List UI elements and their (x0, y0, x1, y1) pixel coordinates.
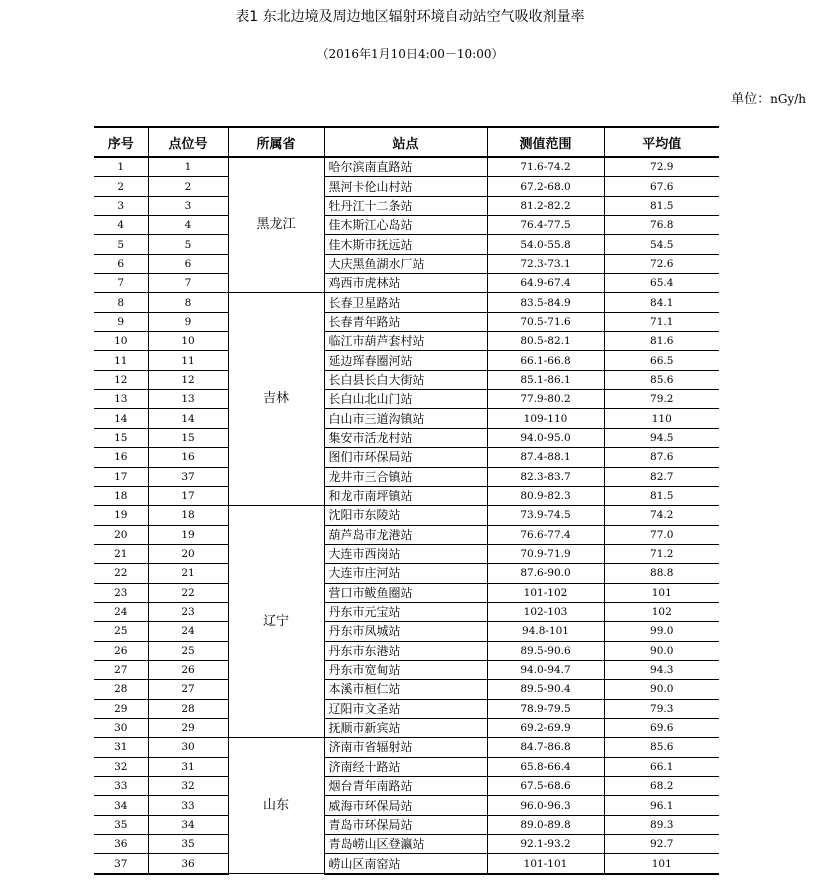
table-row (94, 699, 719, 718)
average-cell: 71.2 (604, 544, 719, 563)
seq-cell: 21 (94, 544, 148, 563)
station-cell: 营口市鲅鱼圈站 (324, 583, 487, 602)
table-row (94, 544, 719, 563)
average-cell: 89.3 (604, 815, 719, 834)
header-average: 平均值 (604, 127, 719, 157)
point-cell: 27 (148, 680, 228, 699)
radiation-data-table (94, 126, 719, 875)
range-cell: 84.7-86.8 (487, 738, 604, 757)
table-row (94, 293, 719, 312)
table-row (94, 351, 719, 370)
station-cell: 抚顺市新宾站 (324, 718, 487, 737)
seq-cell: 28 (94, 680, 148, 699)
average-cell: 110 (604, 409, 719, 428)
range-cell: 71.6-74.2 (487, 157, 604, 177)
station-cell: 青岛市环保局站 (324, 815, 487, 834)
seq-cell: 30 (94, 718, 148, 737)
point-cell: 30 (148, 738, 228, 757)
table-row (94, 641, 719, 660)
point-cell: 4 (148, 216, 228, 235)
point-cell: 15 (148, 428, 228, 447)
average-cell: 90.0 (604, 680, 719, 699)
seq-cell: 24 (94, 602, 148, 621)
range-cell: 102-103 (487, 602, 604, 621)
table-row (94, 738, 719, 757)
point-cell: 10 (148, 332, 228, 351)
station-cell: 青岛崂山区登瀛站 (324, 835, 487, 854)
table-row (94, 467, 719, 486)
station-cell: 济南经十路站 (324, 757, 487, 776)
range-cell: 94.8-101 (487, 622, 604, 641)
station-cell: 集安市活龙村站 (324, 428, 487, 447)
table-row (94, 274, 719, 293)
seq-cell: 26 (94, 641, 148, 660)
point-cell: 28 (148, 699, 228, 718)
table-row (94, 506, 719, 525)
average-cell: 85.6 (604, 738, 719, 757)
point-cell: 33 (148, 796, 228, 815)
average-cell: 90.0 (604, 641, 719, 660)
table-row (94, 583, 719, 602)
province-cell: 辽宁 (228, 506, 324, 738)
average-cell: 54.5 (604, 235, 719, 254)
range-cell: 76.6-77.4 (487, 525, 604, 544)
range-cell: 66.1-66.8 (487, 351, 604, 370)
range-cell: 94.0-95.0 (487, 428, 604, 447)
seq-cell: 3 (94, 196, 148, 215)
average-cell: 88.8 (604, 564, 719, 583)
point-cell: 6 (148, 254, 228, 273)
province-cell: 黑龙江 (228, 157, 324, 293)
seq-cell: 1 (94, 157, 148, 177)
header-station: 站点 (324, 127, 487, 157)
seq-cell: 15 (94, 428, 148, 447)
table-row (94, 428, 719, 447)
range-cell: 85.1-86.1 (487, 370, 604, 389)
average-cell: 94.5 (604, 428, 719, 447)
station-cell: 本溪市桓仁站 (324, 680, 487, 699)
average-cell: 102 (604, 602, 719, 621)
station-cell: 丹东市东港站 (324, 641, 487, 660)
seq-cell: 13 (94, 390, 148, 409)
table-row (94, 448, 719, 467)
range-cell: 76.4-77.5 (487, 216, 604, 235)
unit-prefix: 单位： (731, 92, 771, 107)
range-cell: 65.8-66.4 (487, 757, 604, 776)
point-cell: 22 (148, 583, 228, 602)
seq-cell: 20 (94, 525, 148, 544)
average-cell: 67.6 (604, 177, 719, 196)
station-cell: 龙井市三合镇站 (324, 467, 487, 486)
unit-value: nGy/h (770, 92, 806, 106)
station-cell: 白山市三道沟镇站 (324, 409, 487, 428)
point-cell: 21 (148, 564, 228, 583)
average-cell: 81.5 (604, 486, 719, 505)
seq-cell: 27 (94, 660, 148, 679)
seq-cell: 12 (94, 370, 148, 389)
range-cell: 101-102 (487, 583, 604, 602)
range-cell: 80.5-82.1 (487, 332, 604, 351)
range-cell: 94.0-94.7 (487, 660, 604, 679)
station-cell: 佳木斯市抚远站 (324, 235, 487, 254)
seq-cell: 16 (94, 448, 148, 467)
table-title: 表1 东北边境及周边地区辐射环境自动站空气吸收剂量率 (235, 9, 585, 25)
point-cell: 37 (148, 467, 228, 486)
seq-cell: 23 (94, 583, 148, 602)
table-row (94, 777, 719, 796)
table-row (94, 390, 719, 409)
seq-cell: 2 (94, 177, 148, 196)
point-cell: 16 (148, 448, 228, 467)
station-cell: 长春卫星路站 (324, 293, 487, 312)
station-cell: 辽阳市文圣站 (324, 699, 487, 718)
seq-cell: 5 (94, 235, 148, 254)
table-header-row (94, 127, 719, 157)
table-row (94, 525, 719, 544)
table-row (94, 680, 719, 699)
average-cell: 77.0 (604, 525, 719, 544)
range-cell: 77.9-80.2 (487, 390, 604, 409)
average-cell: 84.1 (604, 293, 719, 312)
point-cell: 1 (148, 157, 228, 177)
table-row (94, 177, 719, 196)
province-cell: 山东 (228, 738, 324, 874)
seq-cell: 6 (94, 254, 148, 273)
range-cell: 73.9-74.5 (487, 506, 604, 525)
average-cell: 71.1 (604, 312, 719, 331)
seq-cell: 4 (94, 216, 148, 235)
average-cell: 72.9 (604, 157, 719, 177)
point-cell: 35 (148, 835, 228, 854)
station-cell: 丹东市元宝站 (324, 602, 487, 621)
station-cell: 哈尔滨南直路站 (324, 157, 487, 177)
average-cell: 101 (604, 583, 719, 602)
table-row (94, 602, 719, 621)
average-cell: 94.3 (604, 660, 719, 679)
header-point: 点位号 (148, 127, 228, 157)
range-cell: 54.0-55.8 (487, 235, 604, 254)
average-cell: 69.6 (604, 718, 719, 737)
station-cell: 大连市庄河站 (324, 564, 487, 583)
average-cell: 99.0 (604, 622, 719, 641)
range-cell: 70.5-71.6 (487, 312, 604, 331)
average-cell: 74.2 (604, 506, 719, 525)
average-cell: 79.2 (604, 390, 719, 409)
average-cell: 68.2 (604, 777, 719, 796)
point-cell: 17 (148, 486, 228, 505)
average-cell: 87.6 (604, 448, 719, 467)
station-cell: 临江市葫芦套村站 (324, 332, 487, 351)
average-cell: 85.6 (604, 370, 719, 389)
range-cell: 67.5-68.6 (487, 777, 604, 796)
average-cell: 101 (604, 854, 719, 874)
table-row (94, 370, 719, 389)
average-cell: 66.1 (604, 757, 719, 776)
point-cell: 13 (148, 390, 228, 409)
table-subtitle: （2016年1月10日4:00－10:00） (316, 47, 504, 61)
range-cell: 109-110 (487, 409, 604, 428)
table-row (94, 486, 719, 505)
seq-cell: 33 (94, 777, 148, 796)
range-cell: 70.9-71.9 (487, 544, 604, 563)
seq-cell: 11 (94, 351, 148, 370)
range-cell: 80.9-82.3 (487, 486, 604, 505)
seq-cell: 36 (94, 835, 148, 854)
table-row (94, 564, 719, 583)
point-cell: 18 (148, 506, 228, 525)
point-cell: 34 (148, 815, 228, 834)
average-cell: 96.1 (604, 796, 719, 815)
header-province: 所属省 (228, 127, 324, 157)
station-cell: 长春青年路站 (324, 312, 487, 331)
table-row (94, 854, 719, 874)
table-row (94, 196, 719, 215)
table-row (94, 718, 719, 737)
table-row (94, 835, 719, 854)
seq-cell: 32 (94, 757, 148, 776)
point-cell: 9 (148, 312, 228, 331)
range-cell: 69.2-69.9 (487, 718, 604, 737)
table-row (94, 157, 719, 177)
range-cell: 64.9-67.4 (487, 274, 604, 293)
seq-cell: 25 (94, 622, 148, 641)
point-cell: 24 (148, 622, 228, 641)
range-cell: 89.5-90.4 (487, 680, 604, 699)
seq-cell: 34 (94, 796, 148, 815)
point-cell: 11 (148, 351, 228, 370)
table-row (94, 235, 719, 254)
point-cell: 25 (148, 641, 228, 660)
point-cell: 20 (148, 544, 228, 563)
average-cell: 79.3 (604, 699, 719, 718)
range-cell: 92.1-93.2 (487, 835, 604, 854)
average-cell: 76.8 (604, 216, 719, 235)
seq-cell: 17 (94, 467, 148, 486)
range-cell: 89.5-90.6 (487, 641, 604, 660)
seq-cell: 37 (94, 854, 148, 874)
point-cell: 3 (148, 196, 228, 215)
table-row (94, 757, 719, 776)
table-row (94, 312, 719, 331)
station-cell: 丹东市宽甸站 (324, 660, 487, 679)
average-cell: 66.5 (604, 351, 719, 370)
unit-label (731, 88, 806, 107)
seq-cell: 35 (94, 815, 148, 834)
station-cell: 长白山北山门站 (324, 390, 487, 409)
seq-cell: 22 (94, 564, 148, 583)
table-row (94, 660, 719, 679)
range-cell: 83.5-84.9 (487, 293, 604, 312)
station-cell: 大连市西岗站 (324, 544, 487, 563)
table-row (94, 796, 719, 815)
average-cell: 81.6 (604, 332, 719, 351)
range-cell: 67.2-68.0 (487, 177, 604, 196)
point-cell: 2 (148, 177, 228, 196)
point-cell: 12 (148, 370, 228, 389)
point-cell: 8 (148, 293, 228, 312)
station-cell: 和龙市南坪镇站 (324, 486, 487, 505)
station-cell: 威海市环保局站 (324, 796, 487, 815)
header-range: 测值范围 (487, 127, 604, 157)
range-cell: 96.0-96.3 (487, 796, 604, 815)
average-cell: 92.7 (604, 835, 719, 854)
station-cell: 延边珲春圈河站 (324, 351, 487, 370)
range-cell: 82.3-83.7 (487, 467, 604, 486)
range-cell: 87.4-88.1 (487, 448, 604, 467)
station-cell: 丹东市凤城站 (324, 622, 487, 641)
range-cell: 78.9-79.5 (487, 699, 604, 718)
average-cell: 82.7 (604, 467, 719, 486)
seq-cell: 9 (94, 312, 148, 331)
seq-cell: 7 (94, 274, 148, 293)
seq-cell: 8 (94, 293, 148, 312)
station-cell: 图们市环保局站 (324, 448, 487, 467)
average-cell: 72.6 (604, 254, 719, 273)
point-cell: 23 (148, 602, 228, 621)
point-cell: 5 (148, 235, 228, 254)
table-row (94, 815, 719, 834)
average-cell: 81.5 (604, 196, 719, 215)
station-cell: 葫芦岛市龙港站 (324, 525, 487, 544)
station-cell: 烟台青年南路站 (324, 777, 487, 796)
station-cell: 济南市省辐射站 (324, 738, 487, 757)
table-row (94, 409, 719, 428)
point-cell: 36 (148, 854, 228, 874)
station-cell: 黑河卡伦山村站 (324, 177, 487, 196)
range-cell: 72.3-73.1 (487, 254, 604, 273)
seq-cell: 18 (94, 486, 148, 505)
seq-cell: 10 (94, 332, 148, 351)
station-cell: 佳木斯江心岛站 (324, 216, 487, 235)
station-cell: 鸡西市虎林站 (324, 274, 487, 293)
range-cell: 81.2-82.2 (487, 196, 604, 215)
header-seq: 序号 (94, 127, 148, 157)
point-cell: 32 (148, 777, 228, 796)
table-row (94, 254, 719, 273)
point-cell: 7 (148, 274, 228, 293)
seq-cell: 31 (94, 738, 148, 757)
average-cell: 65.4 (604, 274, 719, 293)
station-cell: 长白县长白大街站 (324, 370, 487, 389)
seq-cell: 14 (94, 409, 148, 428)
station-cell: 牡丹江十二条站 (324, 196, 487, 215)
seq-cell: 19 (94, 506, 148, 525)
station-cell: 崂山区南窑站 (324, 854, 487, 874)
point-cell: 19 (148, 525, 228, 544)
seq-cell: 29 (94, 699, 148, 718)
point-cell: 31 (148, 757, 228, 776)
point-cell: 14 (148, 409, 228, 428)
province-cell: 吉林 (228, 293, 324, 506)
range-cell: 87.6-90.0 (487, 564, 604, 583)
range-cell: 89.0-89.8 (487, 815, 604, 834)
station-cell: 沈阳市东陵站 (324, 506, 487, 525)
point-cell: 29 (148, 718, 228, 737)
range-cell: 101-101 (487, 854, 604, 874)
table-row (94, 216, 719, 235)
table-row (94, 332, 719, 351)
table-body (94, 157, 719, 874)
point-cell: 26 (148, 660, 228, 679)
station-cell: 大庆黑鱼湖水厂站 (324, 254, 487, 273)
table-row (94, 622, 719, 641)
